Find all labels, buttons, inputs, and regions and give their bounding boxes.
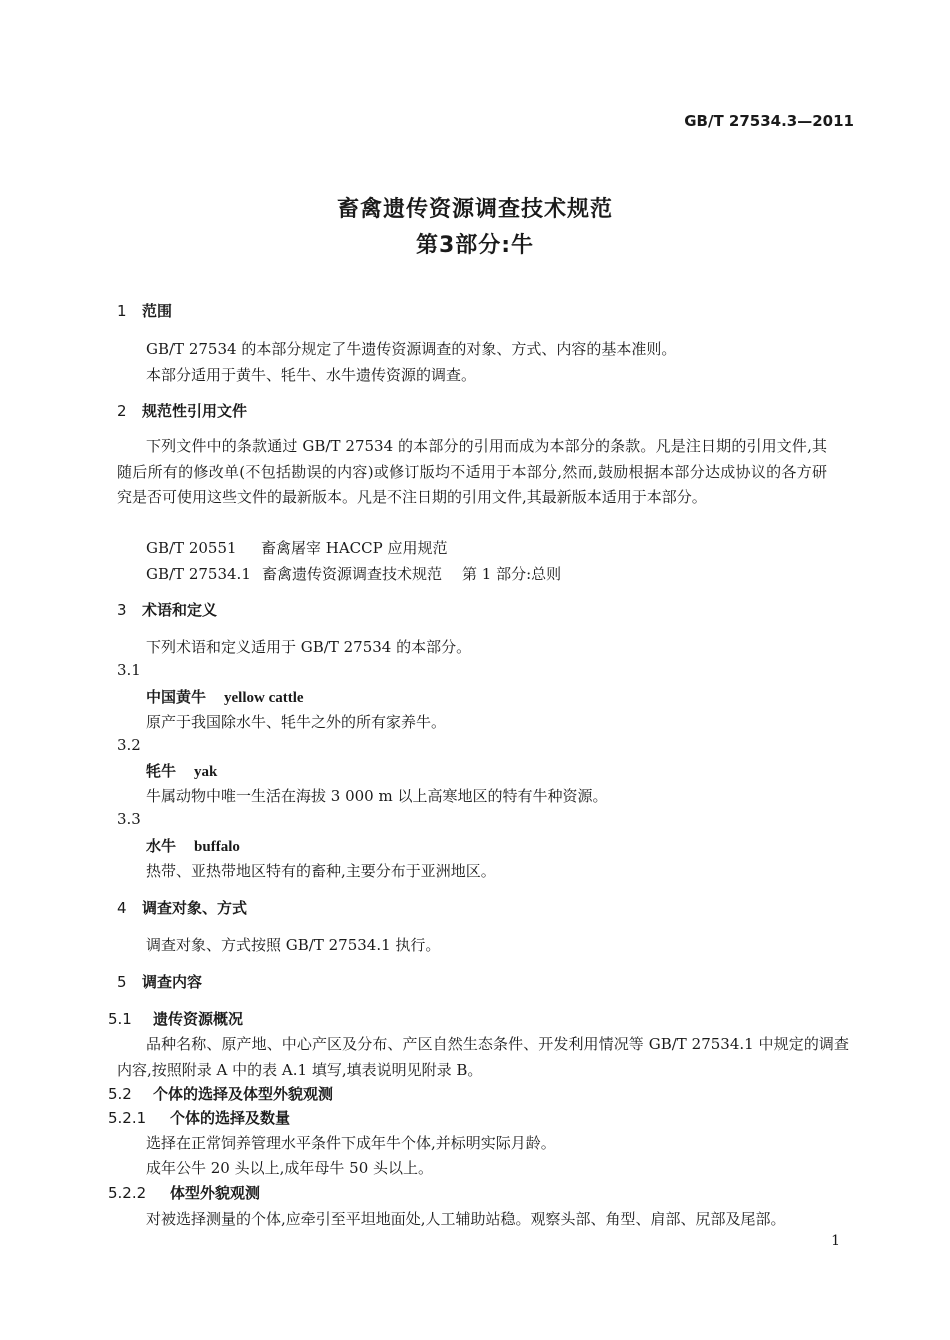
section-title: 调查内容 [142, 973, 203, 991]
term-definition: 热带、亚热带地区特有的畜种,主要分布于亚洲地区。 [146, 862, 496, 880]
reference-item [146, 537, 448, 558]
term-zh: 水牛 [146, 837, 177, 855]
reference-title: 畜禽屠宰 HACCP 应用规范 [261, 539, 448, 557]
subsection-title: 遗传资源概况 [153, 1010, 244, 1028]
section-number: 1 [117, 302, 127, 320]
term-en: yak [194, 764, 218, 780]
section-number: 2 [117, 402, 127, 420]
reference-title: 畜禽遗传资源调查技术规范 [262, 565, 443, 583]
subsection-number: 5.2 [108, 1085, 132, 1103]
section-number: 3 [117, 601, 127, 619]
subsection-heading-5-2-1 [108, 1107, 290, 1128]
subsection-heading-5-2 [108, 1083, 333, 1104]
term-definition: 原产于我国除水牛、牦牛之外的所有家养牛。 [146, 713, 447, 731]
paragraph: 下列术语和定义适用于 GB/T 27534 的本部分。 [146, 638, 472, 656]
paragraph: 品种名称、原产地、中心产区及分布、产区自然生态条件、开发利用情况等 GB/T 27534.1 中规定的调查内容,按照附录 A 中的表 A.1 填写,填表说明见附录 B。 [117, 1035, 849, 1079]
subsection-title: 个体的选择及数量 [170, 1109, 291, 1127]
term-heading [146, 835, 240, 856]
subsection-heading-5-1 [108, 1008, 243, 1029]
paragraph: 成年公牛 20 头以上,成年母牛 50 头以上。 [146, 1159, 434, 1177]
paragraph: 本部分适用于黄牛、牦牛、水牛遗传资源的调查。 [146, 366, 477, 384]
section-heading-2 [117, 400, 247, 421]
term-zh: 牦牛 [146, 762, 177, 780]
section-title: 规范性引用文件 [142, 402, 248, 420]
subsection-title: 体型外貌观测 [170, 1184, 261, 1202]
reference-code: GB/T 27534.1 [146, 565, 251, 583]
paragraph: 选择在正常饲养管理水平条件下成年牛个体,并标明实际月龄。 [146, 1134, 556, 1152]
paragraph: 下列文件中的条款通过 GB/T 27534 的本部分的引用而成为本部分的条款。凡是注日期的引用文件,其随后所有的修改单(不包括勘误的内容)或修订版均不适用于本部分,然而,鼓励根据本部分达成协议的各方研究是否可使用这些文件的最新版本。凡是不注日期的引用文件,其最新版本适用于本部分。 [117, 437, 827, 506]
term-number: 3.2 [117, 736, 141, 754]
section-title: 调查对象、方式 [142, 899, 248, 917]
subsection-number: 5.2.2 [108, 1184, 147, 1202]
reference-item [146, 563, 561, 584]
paragraph: 对被选择测量的个体,应牵引至平坦地面处,人工辅助站稳。观察头部、角型、肩部、尻部及尾部。 [146, 1210, 786, 1228]
document-title: 畜禽遗传资源调查技术规范 [336, 197, 613, 222]
term-number: 3.1 [117, 661, 141, 679]
section-title: 术语和定义 [142, 601, 218, 619]
document-subtitle: 第3部分:牛 [415, 233, 535, 258]
subsection-number: 5.2.1 [108, 1109, 147, 1127]
paragraph: 调查对象、方式按照 GB/T 27534.1 执行。 [146, 936, 441, 954]
paragraph: GB/T 27534 的本部分规定了牛遗传资源调查的对象、方式、内容的基本准则。 [146, 340, 677, 358]
section-number: 5 [117, 973, 127, 991]
term-number: 3.3 [117, 810, 141, 828]
reference-code: GB/T 20551 [146, 539, 237, 557]
section-title: 范围 [142, 302, 173, 320]
term-heading [146, 686, 304, 707]
term-en: buffalo [194, 839, 240, 855]
subsection-heading-5-2-2 [108, 1182, 260, 1203]
section-heading-4 [117, 897, 247, 918]
term-en: yellow cattle [224, 690, 304, 706]
page-number: 1 [831, 1233, 840, 1249]
term-definition: 牛属动物中唯一生活在海拔 3 000 m 以上高寒地区的特有牛种资源。 [146, 787, 608, 805]
section-number: 4 [117, 899, 127, 917]
section-heading-3 [117, 599, 217, 620]
term-heading [146, 760, 217, 781]
reference-part: 第 1 部分:总则 [462, 565, 562, 583]
standard-number: GB/T 27534.3—2011 [684, 112, 854, 130]
section-heading-1 [117, 300, 172, 321]
section-heading-5 [117, 971, 202, 992]
term-zh: 中国黄牛 [146, 688, 207, 706]
subsection-number: 5.1 [108, 1010, 132, 1028]
subsection-title: 个体的选择及体型外貌观测 [153, 1085, 334, 1103]
